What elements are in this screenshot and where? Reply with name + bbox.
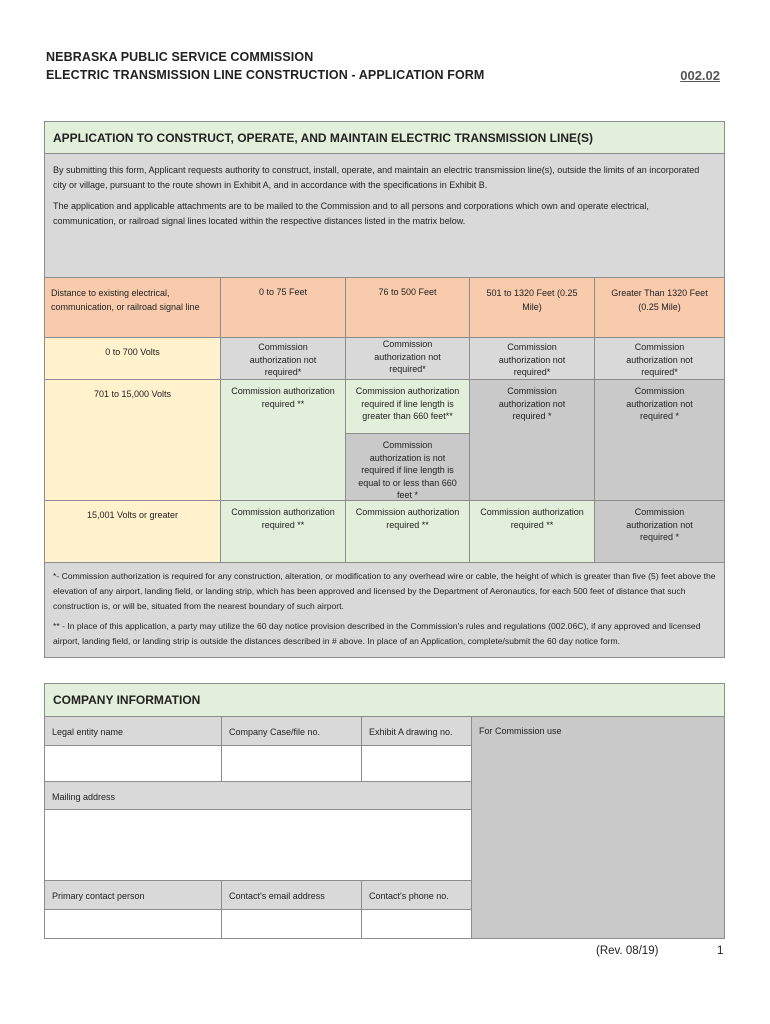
matrix-cell: Commission authorization not required* (595, 338, 724, 380)
matrix-cell: Commission authorization not required * (470, 380, 595, 501)
primary-contact-field[interactable] (45, 910, 222, 938)
matrix-cell: Commission authorization required ** (221, 501, 346, 563)
footnote-single-star: *- Commission authorization is required for any construction, alteration, or modification to any overhead wire or cable, the height of which is greater than five (5) feet above the elevation of any airport, landing field, or landing strip, which has been approved and licensed by the Department of Aeronautics, for each 500 feet of distance that such construction is, or will be, situated from the nearest boundary of such airport. (53, 571, 716, 611)
matrix-row-0-700: 0 to 700 Volts (45, 338, 221, 380)
primary-contact-label: Primary contact person (45, 881, 222, 910)
matrix-col-over-1320: Greater Than 1320 Feet (0.25 Mile) (595, 278, 724, 338)
application-title: APPLICATION TO CONSTRUCT, OPERATE, AND MAINTAIN ELECTRIC TRANSMISSION LINE(S) (45, 122, 724, 154)
contact-email-field[interactable] (222, 910, 362, 938)
matrix-row-15001-up: 15,001 Volts or greater (45, 501, 221, 563)
commission-use-area: For Commission use (472, 717, 724, 938)
matrix-cell: Commission authorization required ** (346, 501, 470, 563)
legal-entity-field[interactable] (45, 746, 222, 782)
contact-phone-label: Contact's phone no. (362, 881, 472, 910)
org-name: NEBRASKA PUBLIC SERVICE COMMISSION (46, 50, 314, 64)
matrix-row-701-15000: 701 to 15,000 Volts (45, 380, 221, 501)
case-file-label: Company Case/file no. (222, 717, 362, 746)
matrix-cell: Commission authorization is not required if line length is equal to or less than 660 feet * (346, 434, 470, 501)
form-number: 002.02 (680, 68, 720, 83)
company-section (44, 683, 725, 939)
matrix-cell: Commission authorization not required* (346, 338, 470, 380)
page-number: 1 (717, 945, 724, 957)
matrix-cell: Commission authorization not required * (595, 380, 724, 501)
revision-date: (Rev. 08/19) (596, 945, 659, 957)
distance-matrix (45, 277, 724, 563)
matrix-col-501-1320: 501 to 1320 Feet (0.25 Mile) (470, 278, 595, 338)
matrix-cell: Commission authorization required if line length is greater than 660 feet** (346, 380, 470, 434)
matrix-cell: Commission authorization not required * (595, 501, 724, 563)
application-intro: By submitting this form, Applicant requests authority to construct, install, operate, and maintain an electric transmission line(s), outside the limits of an incorporated city or village, pursuant to the route shown in Exhibit A, and in accordance with the specifications in Exhibit B. (53, 165, 700, 190)
exhibit-drawing-field[interactable] (362, 746, 472, 782)
exhibit-drawing-label: Exhibit A drawing no. (362, 717, 472, 746)
company-title: COMPANY INFORMATION (45, 684, 724, 717)
matrix-cell: Commission authorization not required* (221, 338, 346, 380)
legal-entity-label: Legal entity name (45, 717, 222, 746)
case-file-field[interactable] (222, 746, 362, 782)
matrix-cell: Commission authorization required ** (221, 380, 346, 501)
contact-email-label: Contact's email address (222, 881, 362, 910)
application-mailing-note: The application and applicable attachments are to be mailed to the Commission and to all persons and corporations which own and operate electrical, communication, or railroad signal lines located within the respective distances listed in the matrix below. (53, 201, 649, 226)
matrix-col-0-75: 0 to 75 Feet (221, 278, 346, 338)
application-section (44, 121, 725, 658)
matrix-cell: Commission authorization not required* (470, 338, 595, 380)
matrix-cell: Commission authorization required ** (470, 501, 595, 563)
mailing-address-label: Mailing address (45, 782, 472, 810)
form-title: ELECTRIC TRANSMISSION LINE CONSTRUCTION - APPLICATION FORM (46, 68, 485, 82)
contact-phone-field[interactable] (362, 910, 472, 938)
mailing-address-field[interactable] (45, 810, 472, 881)
matrix-corner: Distance to existing electrical, communication, or railroad signal line (45, 278, 221, 338)
matrix-col-76-500: 76 to 500 Feet (346, 278, 470, 338)
footnote-double-star: ** - In place of this application, a party may utilize the 60 day notice provision described in the Commission's rules and regulations (002.06C), if any approved and licensed airport, landing field, or landing strip is outside the distances described in # above. In place of an Application, complete/submit the 60 day notice form. (53, 621, 701, 646)
